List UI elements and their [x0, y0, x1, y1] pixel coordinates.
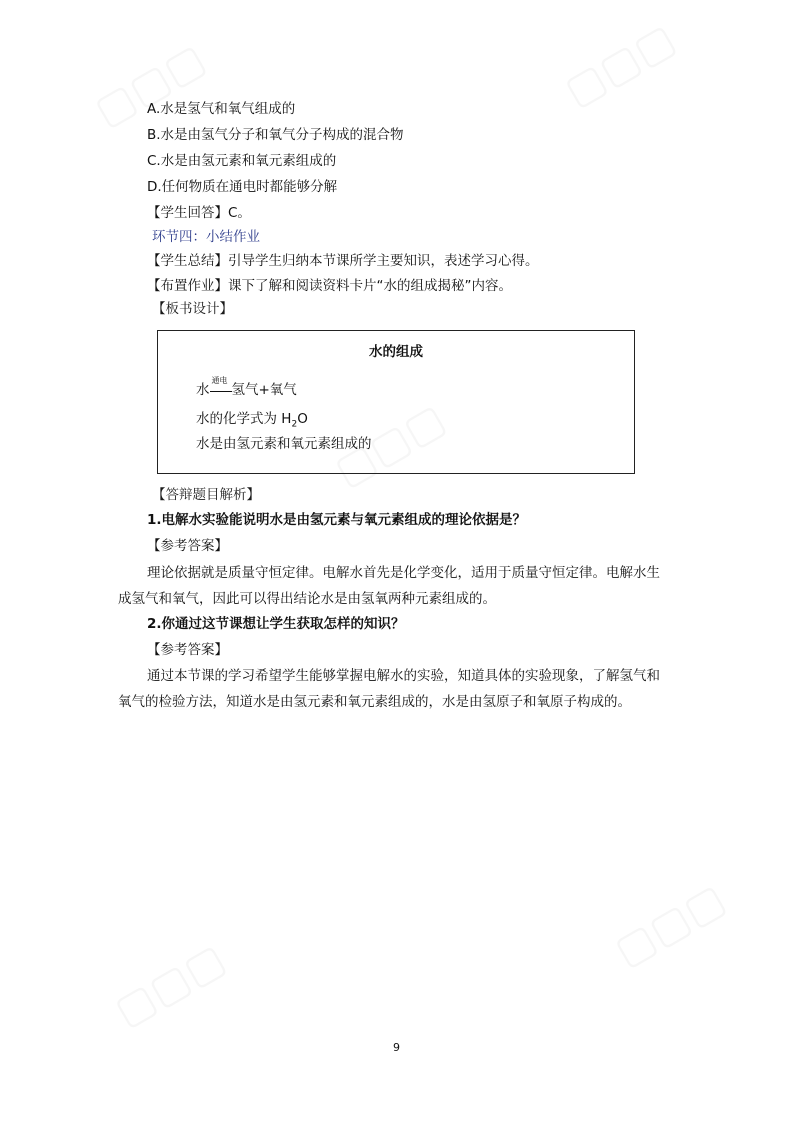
- board-design-box: [157, 330, 635, 474]
- homework: 【布置作业】课下了解和阅读资料卡片“水的组成揭秘”内容。: [147, 278, 512, 294]
- board-conclusion: 水是由氢元素和氧元素组成的: [196, 436, 372, 452]
- answer-1-line-2: 成氢气和氧气，因此可以得出结论水是由氢氧两种元素组成的。: [118, 591, 496, 607]
- formula-prefix: 水的化学式为 H: [196, 411, 292, 427]
- equation-reactant: 水: [196, 382, 210, 398]
- board-heading: 【板书设计】: [152, 301, 233, 317]
- reference-answer-1-label: 【参考答案】: [147, 538, 228, 554]
- answer-2-line-1: 通过本节课的学习希望学生能够掌握电解水的实验，知道具体的实验现象，了解氢气和: [147, 668, 660, 684]
- option-c: C.水是由氢元素和氧元素组成的: [147, 153, 337, 169]
- option-a: A.水是氢气和氧气组成的: [147, 101, 296, 117]
- formula-suffix: O: [297, 411, 308, 427]
- watermark: [106, 934, 234, 1036]
- watermark: [86, 34, 214, 136]
- watermark: [556, 14, 684, 116]
- answer-2-line-2: 氧气的检验方法，知道水是由氢元素和氧元素组成的，水是由氢原子和氧原子构成的。: [118, 694, 631, 710]
- chemical-formula-line: [196, 407, 308, 430]
- step4-title: 环节四：小结作业: [152, 229, 260, 245]
- question-1: 1.电解水实验能说明水是由氢元素与氧元素组成的理论依据是？: [147, 512, 527, 528]
- formula-subscript: 2: [291, 419, 298, 430]
- student-summary: 【学生总结】引导学生归纳本节课所学主要知识，表述学习心得。: [147, 253, 539, 269]
- reaction-arrow: [210, 376, 232, 397]
- option-d: D.任何物质在通电时都能够分解: [147, 179, 338, 195]
- analysis-heading: 【答辩题目解析】: [152, 487, 260, 503]
- option-b: B.水是由氢气分子和氧气分子构成的混合物: [147, 127, 404, 143]
- student-answer: 【学生回答】C。: [147, 205, 251, 221]
- page-number: 9: [393, 1041, 400, 1054]
- reaction-condition: 通电: [211, 376, 228, 385]
- answer-1-line-1: 理论依据就是质量守恒定律。电解水首先是化学变化，适用于质量守恒定律。电解水生: [147, 565, 660, 581]
- board-title: 水的组成: [369, 344, 423, 360]
- question-2: 2.你通过这节课想让学生获取怎样的知识？: [147, 616, 405, 632]
- reference-answer-2-label: 【参考答案】: [147, 642, 228, 658]
- electrolysis-equation: [196, 378, 297, 398]
- watermark: [606, 874, 734, 976]
- equation-products: 氢气+氧气: [231, 382, 297, 398]
